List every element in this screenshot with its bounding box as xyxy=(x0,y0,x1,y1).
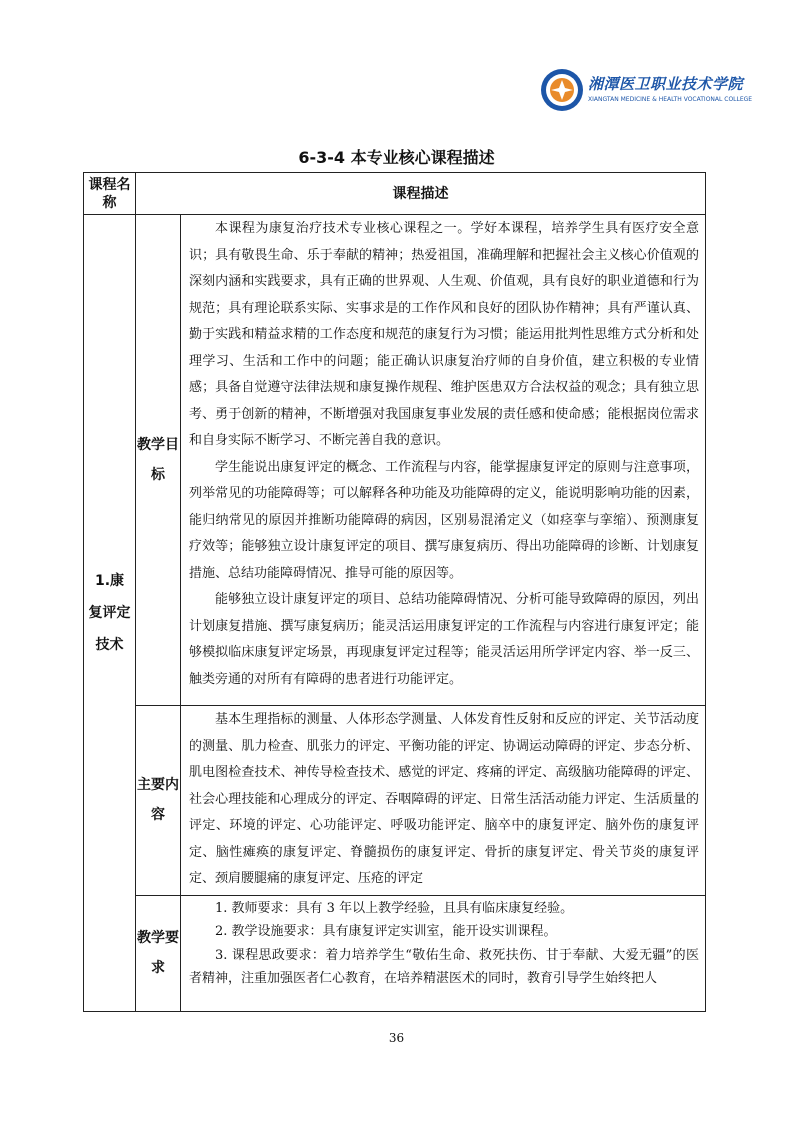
section-content-main xyxy=(181,706,706,896)
course-description-table xyxy=(83,172,706,1012)
table-row xyxy=(84,706,706,896)
logo-text-cn: 湘潭医卫职业技术学院 xyxy=(588,75,744,93)
paragraph: 本课程为康复治疗技术专业核心课程之一。学好本课程，培养学生具有医疗安全意识；具有敬畏生命、乐于奉献的精神；热爱祖国，准确理解和把握社会主义核心价值观的深刻内涵和实践要求，具有正确的世界观、人生观、价值观，具有良好的职业道德和行为规范；具有理论联系实际、实事求是的工作作风和良好的团队协作精神；具有严谨认真、勤于实践和精益求精的工作态度和规范的康复行为习惯；能运用批判性思维方式分析和处理学习、生活和工作中的问题；能正确认识康复治疗师的自身价值，建立积极的专业情感；具备自觉遵守法律法规和康复操作规程、维护医患双方合法权益的观念；具有独立思考、勇于创新的精神，不断增强对我国康复事业发展的责任感和使命感；能根据岗位需求和自身实际不断学习、不断完善自我的意识。 xyxy=(189,221,699,448)
section-content-objectives xyxy=(181,215,706,706)
header-course-name: 课程名称 xyxy=(84,173,136,215)
paragraph: 3. 课程思政要求：着力培养学生“敬佑生命、救死扶伤、甘于奉献、大爱无疆”的医者精神，注重加强医者仁心教育，在培养精湛医术的同时，教育引导学生始终把人 xyxy=(189,947,699,986)
college-emblem-icon xyxy=(540,68,584,112)
section-label-objectives: 教学目标 xyxy=(136,215,181,706)
page-number: 36 xyxy=(388,1031,405,1045)
section-label-requirements: 教学要求 xyxy=(136,895,181,1011)
table-row xyxy=(84,215,706,706)
college-logo xyxy=(540,68,753,114)
paragraph: 学生能说出康复评定的概念、工作流程与内容，能掌握康复评定的原则与注意事项，列举常见的功能障碍等；可以解释各种功能及功能障碍的定义，能说明影响功能的因素，能归纳常见的原因并推断功能障碍的病因，区别易混淆定义（如痉挛与挛缩）、预测康复疗效等；能够独立设计康复评定的项目、撰写康复病历、得出功能障碍的诊断、计划康复措施、总结功能障碍情况、推导可能的原因等。 xyxy=(189,459,699,581)
table-row xyxy=(84,895,706,1011)
logo-text-en: XIANGTAN MEDICINE & HEALTH VOCATIONAL COLLEGE xyxy=(588,96,753,103)
paragraph: 1. 教师要求：具有 3 年以上教学经验，且具有临床康复经验。 xyxy=(215,900,574,916)
page-title: 6-3-4 本专业核心课程描述 xyxy=(298,148,495,167)
section-content-requirements xyxy=(181,895,706,1011)
course-name-cell: 1.康复评定技术 xyxy=(84,215,136,1012)
paragraph: 2. 教学设施要求：具有康复评定实训室，能开设实训课程。 xyxy=(215,924,557,939)
paragraph: 基本生理指标的测量、人体形态学测量、人体发育性反射和反应的评定、关节活动度的测量、肌力检查、肌张力的评定、平衡功能的评定、协调运动障碍的评定、步态分析、肌电图检查技术、神传导检查技术、感觉的评定、疼痛的评定、高级脑功能障碍的评定、社会心理技能和心理成分的评定、吞咽障碍的评定、日常生活活动能力评定、生活质量的评定、环境的评定、心功能评定、呼吸功能评定、脑卒中的康复评定、脑外伤的康复评定、脑性瘫痪的康复评定、脊髓损伤的康复评定、骨折的康复评定、骨关节炎的康复评定、颈肩腰腿痛的康复评定、压疮的评定 xyxy=(189,712,699,886)
section-label-content: 主要内容 xyxy=(136,706,181,896)
header-description: 课程描述 xyxy=(136,173,706,215)
table-header-row xyxy=(84,173,706,215)
paragraph: 能够独立设计康复评定的项目、总结功能障碍情况、分析可能导致障碍的原因，列出计划康复措施、撰写康复病历；能灵活运用康复评定的工作流程与内容进行康复评定；能够模拟临床康复评定场景，再现康复评定过程等；能灵活运用所学评定内容、举一反三、触类旁通的对所有有障碍的患者进行功能评定。 xyxy=(189,592,699,687)
